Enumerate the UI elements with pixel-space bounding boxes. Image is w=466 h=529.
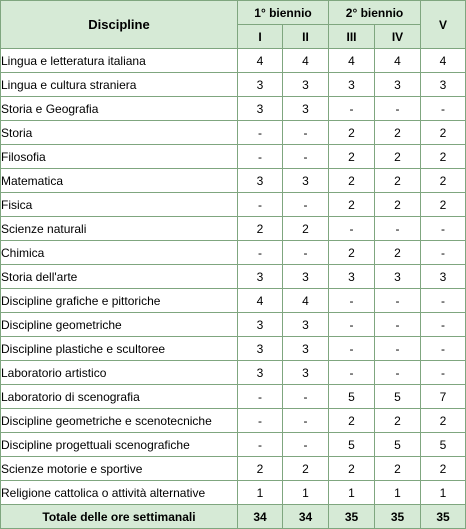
hours-cell: 4 bbox=[283, 49, 329, 73]
hours-cell: 4 bbox=[421, 49, 466, 73]
total-row bbox=[1, 505, 466, 529]
hours-cell: 4 bbox=[283, 289, 329, 313]
year-header: II bbox=[283, 25, 329, 49]
hours-cell: 2 bbox=[329, 145, 375, 169]
hours-cell: 3 bbox=[421, 73, 466, 97]
hours-cell: 3 bbox=[238, 337, 283, 361]
discipline-name: Lingua e cultura straniera bbox=[1, 73, 238, 97]
hours-cell: - bbox=[238, 385, 283, 409]
hours-cell: 3 bbox=[283, 169, 329, 193]
hours-cell: 2 bbox=[375, 121, 421, 145]
hours-cell: 3 bbox=[238, 97, 283, 121]
hours-cell: 3 bbox=[283, 73, 329, 97]
hours-cell: 5 bbox=[375, 433, 421, 457]
hours-cell: 1 bbox=[421, 481, 466, 505]
hours-cell: - bbox=[283, 385, 329, 409]
hours-cell: - bbox=[238, 241, 283, 265]
hours-cell: 5 bbox=[329, 385, 375, 409]
hours-cell: - bbox=[329, 337, 375, 361]
hours-cell: 1 bbox=[283, 481, 329, 505]
hours-cell: - bbox=[421, 217, 466, 241]
table-row bbox=[1, 457, 466, 481]
hours-cell: - bbox=[329, 97, 375, 121]
hours-cell: 1 bbox=[375, 481, 421, 505]
discipline-name: Scienze naturali bbox=[1, 217, 238, 241]
table-row bbox=[1, 169, 466, 193]
discipline-name: Discipline plastiche e scultoree bbox=[1, 337, 238, 361]
table-row bbox=[1, 265, 466, 289]
hours-cell: 5 bbox=[421, 433, 466, 457]
hours-cell: - bbox=[283, 121, 329, 145]
hours-cell: - bbox=[283, 433, 329, 457]
hours-cell: 2 bbox=[283, 217, 329, 241]
hours-cell: 1 bbox=[238, 481, 283, 505]
hours-cell: - bbox=[375, 313, 421, 337]
discipline-name: Filosofia bbox=[1, 145, 238, 169]
hours-cell: 2 bbox=[375, 193, 421, 217]
hours-cell: 3 bbox=[375, 73, 421, 97]
discipline-name: Religione cattolica o attività alternative bbox=[1, 481, 238, 505]
hours-cell: 3 bbox=[238, 265, 283, 289]
discipline-name: Laboratorio di scenografia bbox=[1, 385, 238, 409]
year-header: I bbox=[238, 25, 283, 49]
hours-cell: 3 bbox=[421, 265, 466, 289]
hours-cell: - bbox=[283, 241, 329, 265]
hours-cell: - bbox=[329, 361, 375, 385]
hours-cell: - bbox=[375, 289, 421, 313]
hours-cell: 3 bbox=[375, 265, 421, 289]
table-row bbox=[1, 433, 466, 457]
hours-cell: 2 bbox=[329, 457, 375, 481]
hours-cell: - bbox=[421, 313, 466, 337]
hours-cell: 3 bbox=[283, 265, 329, 289]
hours-cell: 2 bbox=[329, 169, 375, 193]
discipline-name: Storia bbox=[1, 121, 238, 145]
hours-cell: 2 bbox=[329, 241, 375, 265]
discipline-name: Lingua e letteratura italiana bbox=[1, 49, 238, 73]
biennio1-header: 1° biennio bbox=[238, 1, 329, 25]
table-row bbox=[1, 481, 466, 505]
hours-cell: 2 bbox=[421, 169, 466, 193]
hours-cell: 3 bbox=[283, 361, 329, 385]
hours-cell: - bbox=[375, 337, 421, 361]
hours-cell: 1 bbox=[329, 481, 375, 505]
year-header: III bbox=[329, 25, 375, 49]
discipline-name: Scienze motorie e sportive bbox=[1, 457, 238, 481]
total-cell: 34 bbox=[283, 505, 329, 529]
table-row bbox=[1, 121, 466, 145]
discipline-name: Fisica bbox=[1, 193, 238, 217]
hours-cell: 3 bbox=[238, 361, 283, 385]
hours-cell: - bbox=[375, 361, 421, 385]
table-row bbox=[1, 313, 466, 337]
hours-cell: 2 bbox=[375, 169, 421, 193]
hours-cell: - bbox=[421, 241, 466, 265]
table-row bbox=[1, 217, 466, 241]
hours-cell: 2 bbox=[421, 457, 466, 481]
hours-cell: - bbox=[421, 289, 466, 313]
hours-cell: 2 bbox=[238, 217, 283, 241]
hours-cell: - bbox=[329, 217, 375, 241]
hours-cell: 3 bbox=[238, 169, 283, 193]
biennio2-header: 2° biennio bbox=[329, 1, 421, 25]
table-row bbox=[1, 361, 466, 385]
year-header: IV bbox=[375, 25, 421, 49]
hours-cell: - bbox=[238, 433, 283, 457]
table-body bbox=[1, 49, 466, 505]
hours-cell: 2 bbox=[375, 409, 421, 433]
table-row bbox=[1, 97, 466, 121]
table-row bbox=[1, 241, 466, 265]
hours-cell: 3 bbox=[283, 337, 329, 361]
table-row bbox=[1, 193, 466, 217]
hours-cell: 2 bbox=[329, 121, 375, 145]
table-row bbox=[1, 409, 466, 433]
hours-cell: 5 bbox=[329, 433, 375, 457]
total-label: Totale delle ore settimanali bbox=[1, 505, 238, 529]
hours-cell: 2 bbox=[329, 409, 375, 433]
hours-cell: - bbox=[238, 121, 283, 145]
hours-cell: 2 bbox=[329, 193, 375, 217]
hours-cell: 5 bbox=[375, 385, 421, 409]
hours-cell: 4 bbox=[329, 49, 375, 73]
discipline-name: Storia e Geografia bbox=[1, 97, 238, 121]
table-row bbox=[1, 385, 466, 409]
table-row bbox=[1, 337, 466, 361]
total-cell: 35 bbox=[421, 505, 466, 529]
hours-cell: - bbox=[329, 313, 375, 337]
hours-cell: 3 bbox=[329, 73, 375, 97]
total-cell: 35 bbox=[329, 505, 375, 529]
table-row bbox=[1, 73, 466, 97]
hours-cell: 7 bbox=[421, 385, 466, 409]
hours-cell: 2 bbox=[421, 121, 466, 145]
hours-cell: - bbox=[238, 193, 283, 217]
discipline-name: Discipline progettuali scenografiche bbox=[1, 433, 238, 457]
hours-cell: - bbox=[238, 145, 283, 169]
discipline-name: Discipline grafiche e pittoriche bbox=[1, 289, 238, 313]
hours-cell: 3 bbox=[283, 313, 329, 337]
table-row bbox=[1, 289, 466, 313]
discipline-name: Storia dell'arte bbox=[1, 265, 238, 289]
hours-cell: 2 bbox=[421, 193, 466, 217]
header-row-1 bbox=[1, 1, 466, 25]
discipline-name: Matematica bbox=[1, 169, 238, 193]
hours-cell: 4 bbox=[238, 49, 283, 73]
total-cell: 34 bbox=[238, 505, 283, 529]
hours-cell: - bbox=[421, 337, 466, 361]
year5-header: V bbox=[421, 1, 466, 49]
hours-cell: 2 bbox=[375, 241, 421, 265]
hours-cell: - bbox=[238, 409, 283, 433]
hours-cell: 2 bbox=[421, 145, 466, 169]
hours-cell: 2 bbox=[375, 145, 421, 169]
hours-cell: 2 bbox=[238, 457, 283, 481]
discipline-header: Discipline bbox=[1, 1, 238, 49]
discipline-name: Discipline geometriche bbox=[1, 313, 238, 337]
hours-cell: - bbox=[375, 97, 421, 121]
hours-cell: - bbox=[283, 409, 329, 433]
hours-cell: 3 bbox=[329, 265, 375, 289]
table-row bbox=[1, 145, 466, 169]
table-row bbox=[1, 49, 466, 73]
discipline-name: Chimica bbox=[1, 241, 238, 265]
discipline-name: Laboratorio artistico bbox=[1, 361, 238, 385]
hours-cell: 2 bbox=[375, 457, 421, 481]
hours-cell: - bbox=[329, 289, 375, 313]
hours-cell: - bbox=[283, 145, 329, 169]
total-cell: 35 bbox=[375, 505, 421, 529]
hours-cell: 3 bbox=[238, 313, 283, 337]
hours-cell: - bbox=[283, 193, 329, 217]
hours-cell: 2 bbox=[421, 409, 466, 433]
hours-cell: 4 bbox=[238, 289, 283, 313]
hours-cell: 2 bbox=[283, 457, 329, 481]
hours-cell: 4 bbox=[375, 49, 421, 73]
hours-cell: 3 bbox=[283, 97, 329, 121]
hours-cell: - bbox=[375, 217, 421, 241]
hours-cell: - bbox=[421, 97, 466, 121]
discipline-name: Discipline geometriche e scenotecniche bbox=[1, 409, 238, 433]
hours-cell: 3 bbox=[238, 73, 283, 97]
hours-cell: - bbox=[421, 361, 466, 385]
